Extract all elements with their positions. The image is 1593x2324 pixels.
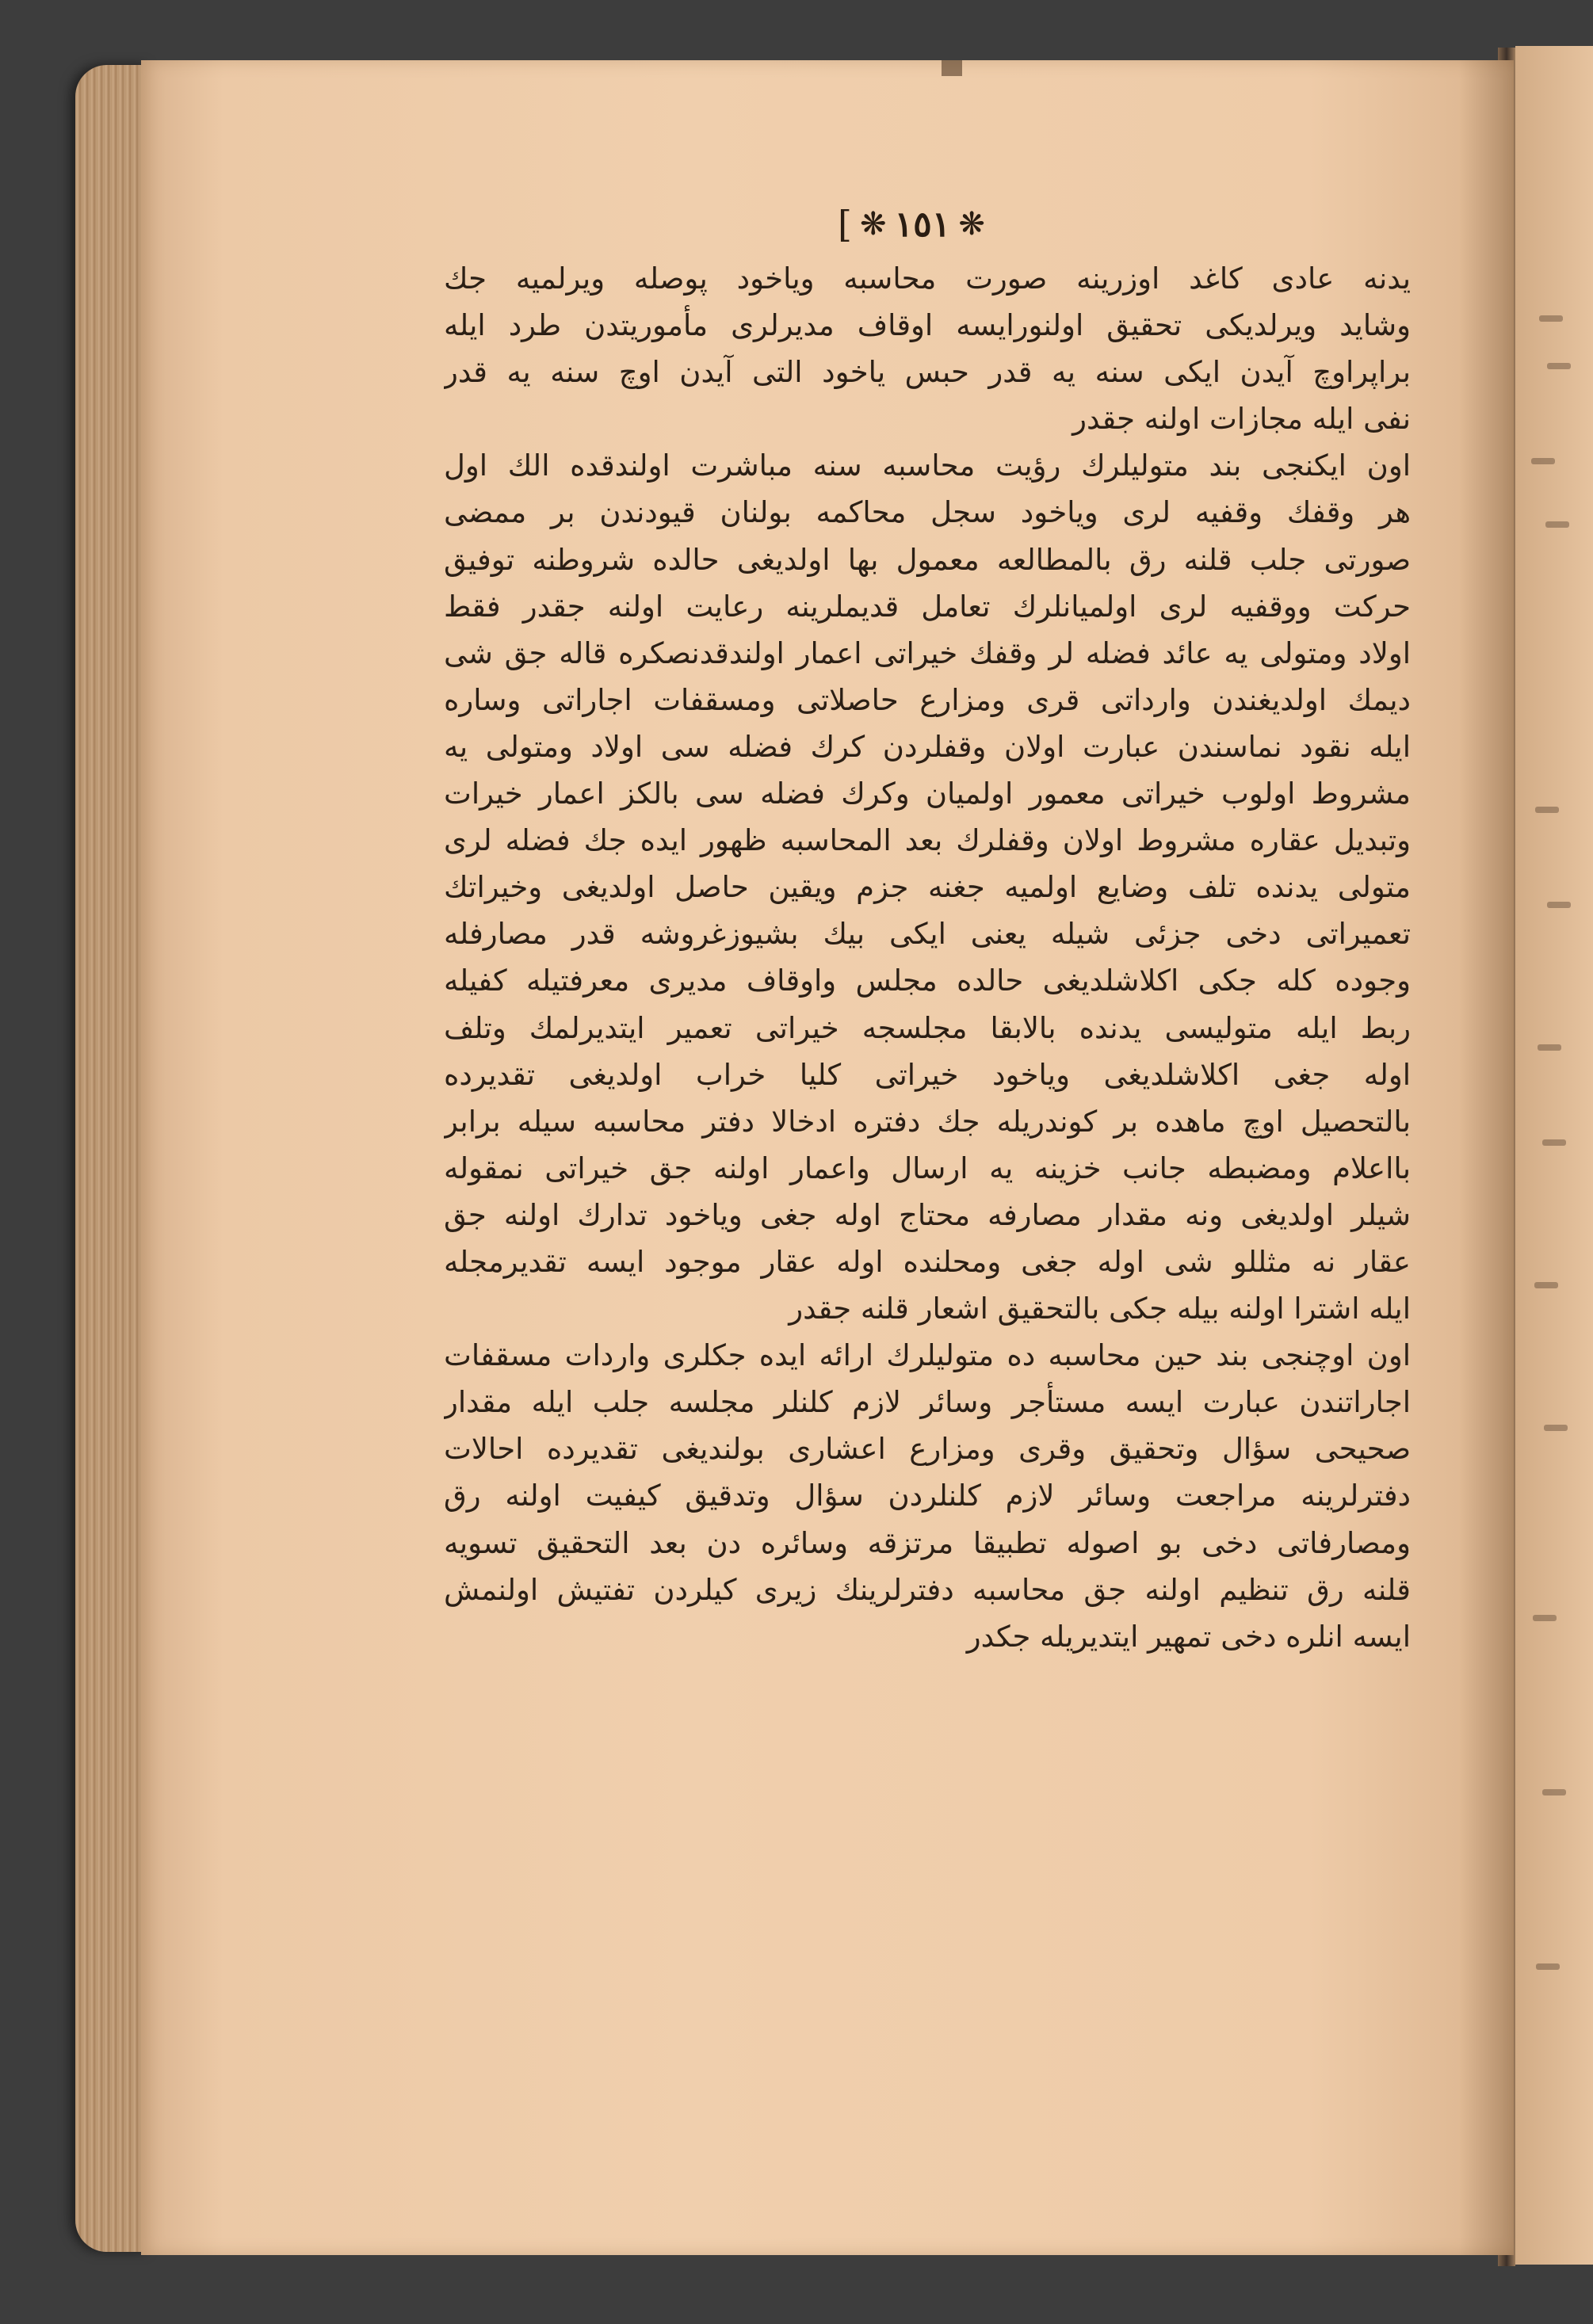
text-line: ايله نقود نماسندن عبارت اولان وقفلردن كرك فضله سى اولاد ومتولى يه (444, 729, 1411, 764)
text-line: اون ايكنجى بند متوليلرك رؤيت محاسبه سنه مباشرت اولندقده الك اول (444, 448, 1411, 483)
body-text (444, 255, 1411, 1660)
facing-page-strip (1515, 46, 1593, 2265)
text-line: صورتى جلب قلنه رق بالمطالعه معمول بها اولديغى حالده شروطنه توفيق (444, 542, 1411, 577)
text-line: هر وقفك وقفيه لرى وياخود سجل محاكمه بولنان قيودندن بر ممضى (444, 495, 1411, 530)
text-line: متولى يدنده تلف وضايع اولميه جغنه جزم ويقين حاصل اولديغى وخيراتك (444, 870, 1411, 905)
ornament-right-icon: ❋ (860, 206, 887, 242)
text-line: بالتحصيل اوچ ماهده بر كوندريله جك دفتره ادخالا دفتر محاسبه سيله برابر (444, 1104, 1411, 1139)
text-line: عقار نه مثللو شى اوله جغى ومحلنده اوله عقار موجود ايسه تقديرمجله (444, 1244, 1411, 1279)
text-line: ايله اشترا اولنه بيله جكى بالتحقيق اشعار قلنه جقدر (789, 1292, 1411, 1326)
text-line: اوله جغى اكلاشلديغى وياخود خيراتى كليا خراب اولديغى تقديرده (444, 1057, 1411, 1092)
header-bracket: [ (838, 203, 852, 246)
text-line: نفى ايله مجازات اولنه جقدر (1072, 402, 1411, 437)
page-block-edge (75, 65, 151, 2252)
text-line: اون اوچنجى بند حين محاسبه ده متوليلرك ارائه ايده جكلرى واردات مسقفات (444, 1338, 1411, 1373)
text-line: بااعلام ومضبطه جانب خزينه يه ارسال واعمار اولنه جق خيراتى نمقوله (444, 1151, 1411, 1185)
text-line: وجوده كله جكى اكلاشلديغى حالده مجلس واوقاف مديرى معرفتيله كفيله (444, 964, 1411, 998)
page-number: ١٥١ (894, 204, 951, 245)
text-line: ديمك اولديغندن وارداتى قرى ومزارع حاصلاتى ومسقفات اجاراتى وساره (444, 682, 1411, 717)
text-line: اولاد ومتولى يه عائد فضله لر وقفك خيراتى اعمار اولندقدنصكره قاله جق شى (444, 635, 1411, 670)
text-line: اجاراتندن عبارت ايسه مستأجر وسائر لازم كلنلر مجلسه جلب ايله مقدار (444, 1385, 1411, 1420)
text-line: قلنه رق تنظيم اولنه جق محاسبه دفترلرينك زيرى كيلردن تفتيش اولنمش (444, 1572, 1411, 1607)
text-line: مشروط اولوب خيراتى معمور اولميان وكرك فضله سى بالكز اعمار خيرات (444, 777, 1411, 811)
text-line: تعميراتى دخى جزئى شيله يعنى ايكى بيك بشيوزغروشه قدر مصارفله (444, 917, 1411, 952)
text-line: براپراوچ آيدن ايكى سنه يه قدر حبس ياخود التى آيدن اوچ سنه يه قدر (444, 355, 1411, 390)
text-line: وشايد ويرلديكى تحقيق اولنورايسه اوقاف مديرلرى مأموريتدن طرد ايله (444, 308, 1411, 343)
text-line: يدنه عادى كاغد اوزرينه صورت محاسبه وياخود پوصله ويرلميه جك (444, 261, 1411, 296)
text-line: ومصارفاتى دخى بو اصوله تطبيقا مرتزقه وسائره دن بعد التحقيق تسويه (444, 1525, 1411, 1560)
ornament-left-icon: ❋ (958, 206, 985, 242)
text-line: صحيحى سؤال وتحقيق وقرى ومزارع اعشارى بولنديغى تقديرده احالات (444, 1432, 1411, 1467)
text-line: حركت ووقفيه لرى اولميانلرك تعامل قديملرينه رعايت اولنه جقدر فقط (444, 589, 1411, 624)
page-header (812, 197, 1010, 252)
text-line: ايسه انلره دخى تمهير ايتديريله جكدر (966, 1619, 1411, 1654)
text-line: دفترلرينه مراجعت وسائر لازم كلنلردن سؤال وتدقيق كيفيت اولنه رق (444, 1479, 1411, 1513)
text-line: وتبديل عقاره مشروط اولان وقفلرك بعد المحاسبه ظهور ايده جك فضله لرى (444, 823, 1411, 858)
text-line: ربط ايله متوليسى يدنده بالابقا مجلسجه خيراتى تعمير ايتديرلمك وتلف (444, 1010, 1411, 1045)
text-line: شيلر اولديغى ونه مقدار مصارفه محتاج اوله جغى وياخود تدارك اولنه جق (444, 1197, 1411, 1232)
